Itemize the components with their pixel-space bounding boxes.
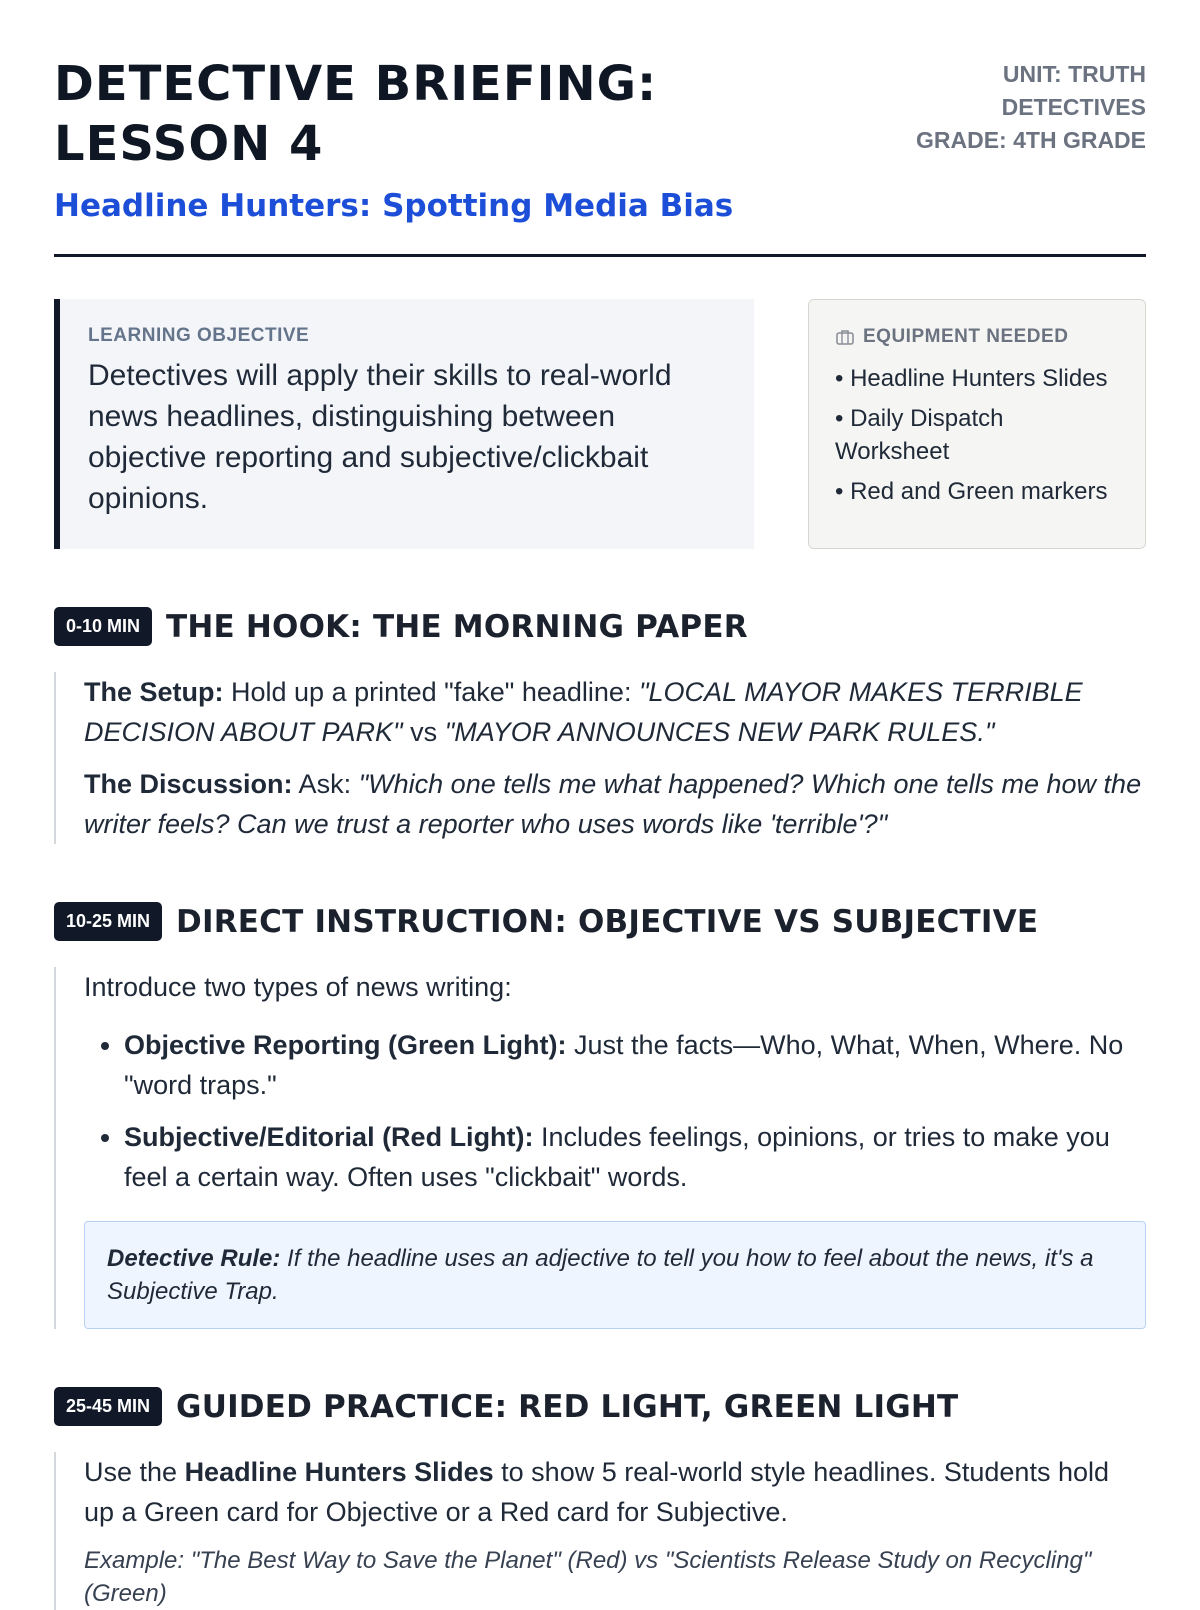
bullet-text: Includes feelings, opinions, or tries to make you feel a certain way. Often uses "clickbait" words. — [124, 1122, 1110, 1192]
section-direct-instruction — [54, 902, 1146, 1329]
learning-objective — [54, 299, 754, 549]
section-header — [54, 607, 1146, 646]
setup-text: Hold up a printed "fake" headline: — [223, 677, 639, 707]
equipment-item: • Headline Hunters Slides — [835, 365, 1108, 392]
section-hook — [54, 607, 1146, 844]
discussion-label: The Discussion: — [84, 769, 293, 799]
section-body — [54, 672, 1146, 844]
objective-text: Detectives will apply their skills to real-world news headlines, distinguishing between objective reporting and subjective/clickbait opinions. — [88, 359, 672, 515]
unit-line-1: UNIT: TRUTH — [1002, 61, 1146, 87]
versus-text: vs — [402, 717, 445, 747]
rule-text: If the headline uses an adjective to tell you how to feel about the news, it's a Subjective Trap. — [107, 1245, 1094, 1305]
setup-paragraph — [84, 672, 1146, 752]
time-badge: 25-45 MIN — [54, 1387, 162, 1426]
headline-quote-1: "LOCAL MAYOR MAKES TERRIBLE DECISION ABOUT PARK" — [84, 677, 1083, 747]
slides-name: Headline Hunters Slides — [184, 1457, 494, 1487]
grade-label: GRADE: 4TH GRADE — [916, 127, 1147, 153]
time-badge: 10-25 MIN — [54, 902, 162, 941]
info-row — [54, 299, 1146, 549]
section-guided-practice — [54, 1387, 1146, 1610]
intro-paragraph: Introduce two types of news writing: — [84, 972, 512, 1002]
briefcase-icon — [835, 327, 855, 347]
equipment-label: EQUIPMENT NEEDED — [863, 326, 1069, 347]
section-body — [54, 1452, 1146, 1610]
section-body — [54, 967, 1146, 1329]
page-header — [54, 54, 1146, 257]
setup-label: The Setup: — [84, 677, 224, 707]
section-header — [54, 902, 1146, 941]
rule-label: Detective Rule: — [107, 1245, 281, 1272]
equipment-box — [808, 299, 1146, 549]
practice-text-after: to show 5 real-world style headlines. Students hold up a Green card for Objective or a Red card for Subjective. — [84, 1457, 1110, 1527]
unit-meta — [916, 54, 1146, 157]
equipment-item: • Red and Green markers — [835, 478, 1108, 505]
objective-label: LEARNING OBJECTIVE — [88, 325, 310, 346]
bullet-label: Subjective/Editorial (Red Light): — [124, 1122, 534, 1152]
writing-types-list — [84, 1025, 1146, 1197]
section-title: THE HOOK: THE MORNING PAPER — [166, 608, 748, 645]
list-item — [124, 1117, 1146, 1197]
page-title: DETECTIVE BRIEFING: LESSON 4 — [54, 56, 658, 172]
list-item — [124, 1025, 1146, 1105]
detective-rule-box — [84, 1221, 1146, 1329]
section-title: GUIDED PRACTICE: RED LIGHT, GREEN LIGHT — [176, 1388, 959, 1425]
discussion-text: Ask: — [292, 769, 359, 799]
example-text: Example: "The Best Way to Save the Planet" (Red) vs "Scientists Release Study on Recycling" (Green) — [84, 1547, 1092, 1607]
page-subtitle: Headline Hunters: Spotting Media Bias — [54, 188, 734, 224]
headline-quote-2: "MAYOR ANNOUNCES NEW PARK RULES." — [444, 717, 995, 747]
discussion-quote: "Which one tells me what happened? Which one tells me how the writer feels? Can we trust a reporter who uses words like 'terrible'?" — [84, 769, 1142, 839]
unit-line-2: DETECTIVES — [1001, 94, 1146, 120]
practice-text-before: Use the — [84, 1457, 185, 1487]
title-block — [54, 54, 874, 224]
practice-paragraph — [84, 1452, 1146, 1532]
section-header — [54, 1387, 1146, 1426]
section-title: DIRECT INSTRUCTION: OBJECTIVE VS SUBJECTIVE — [176, 903, 1039, 940]
time-badge: 0-10 MIN — [54, 607, 152, 646]
equipment-item: • Daily Dispatch Worksheet — [835, 405, 1004, 465]
discussion-paragraph — [84, 764, 1146, 844]
bullet-text: Just the facts—Who, What, When, Where. No "word traps." — [124, 1030, 1124, 1100]
equipment-list — [835, 362, 1119, 508]
bullet-label: Objective Reporting (Green Light): — [124, 1030, 567, 1060]
equipment-header — [835, 326, 1119, 348]
